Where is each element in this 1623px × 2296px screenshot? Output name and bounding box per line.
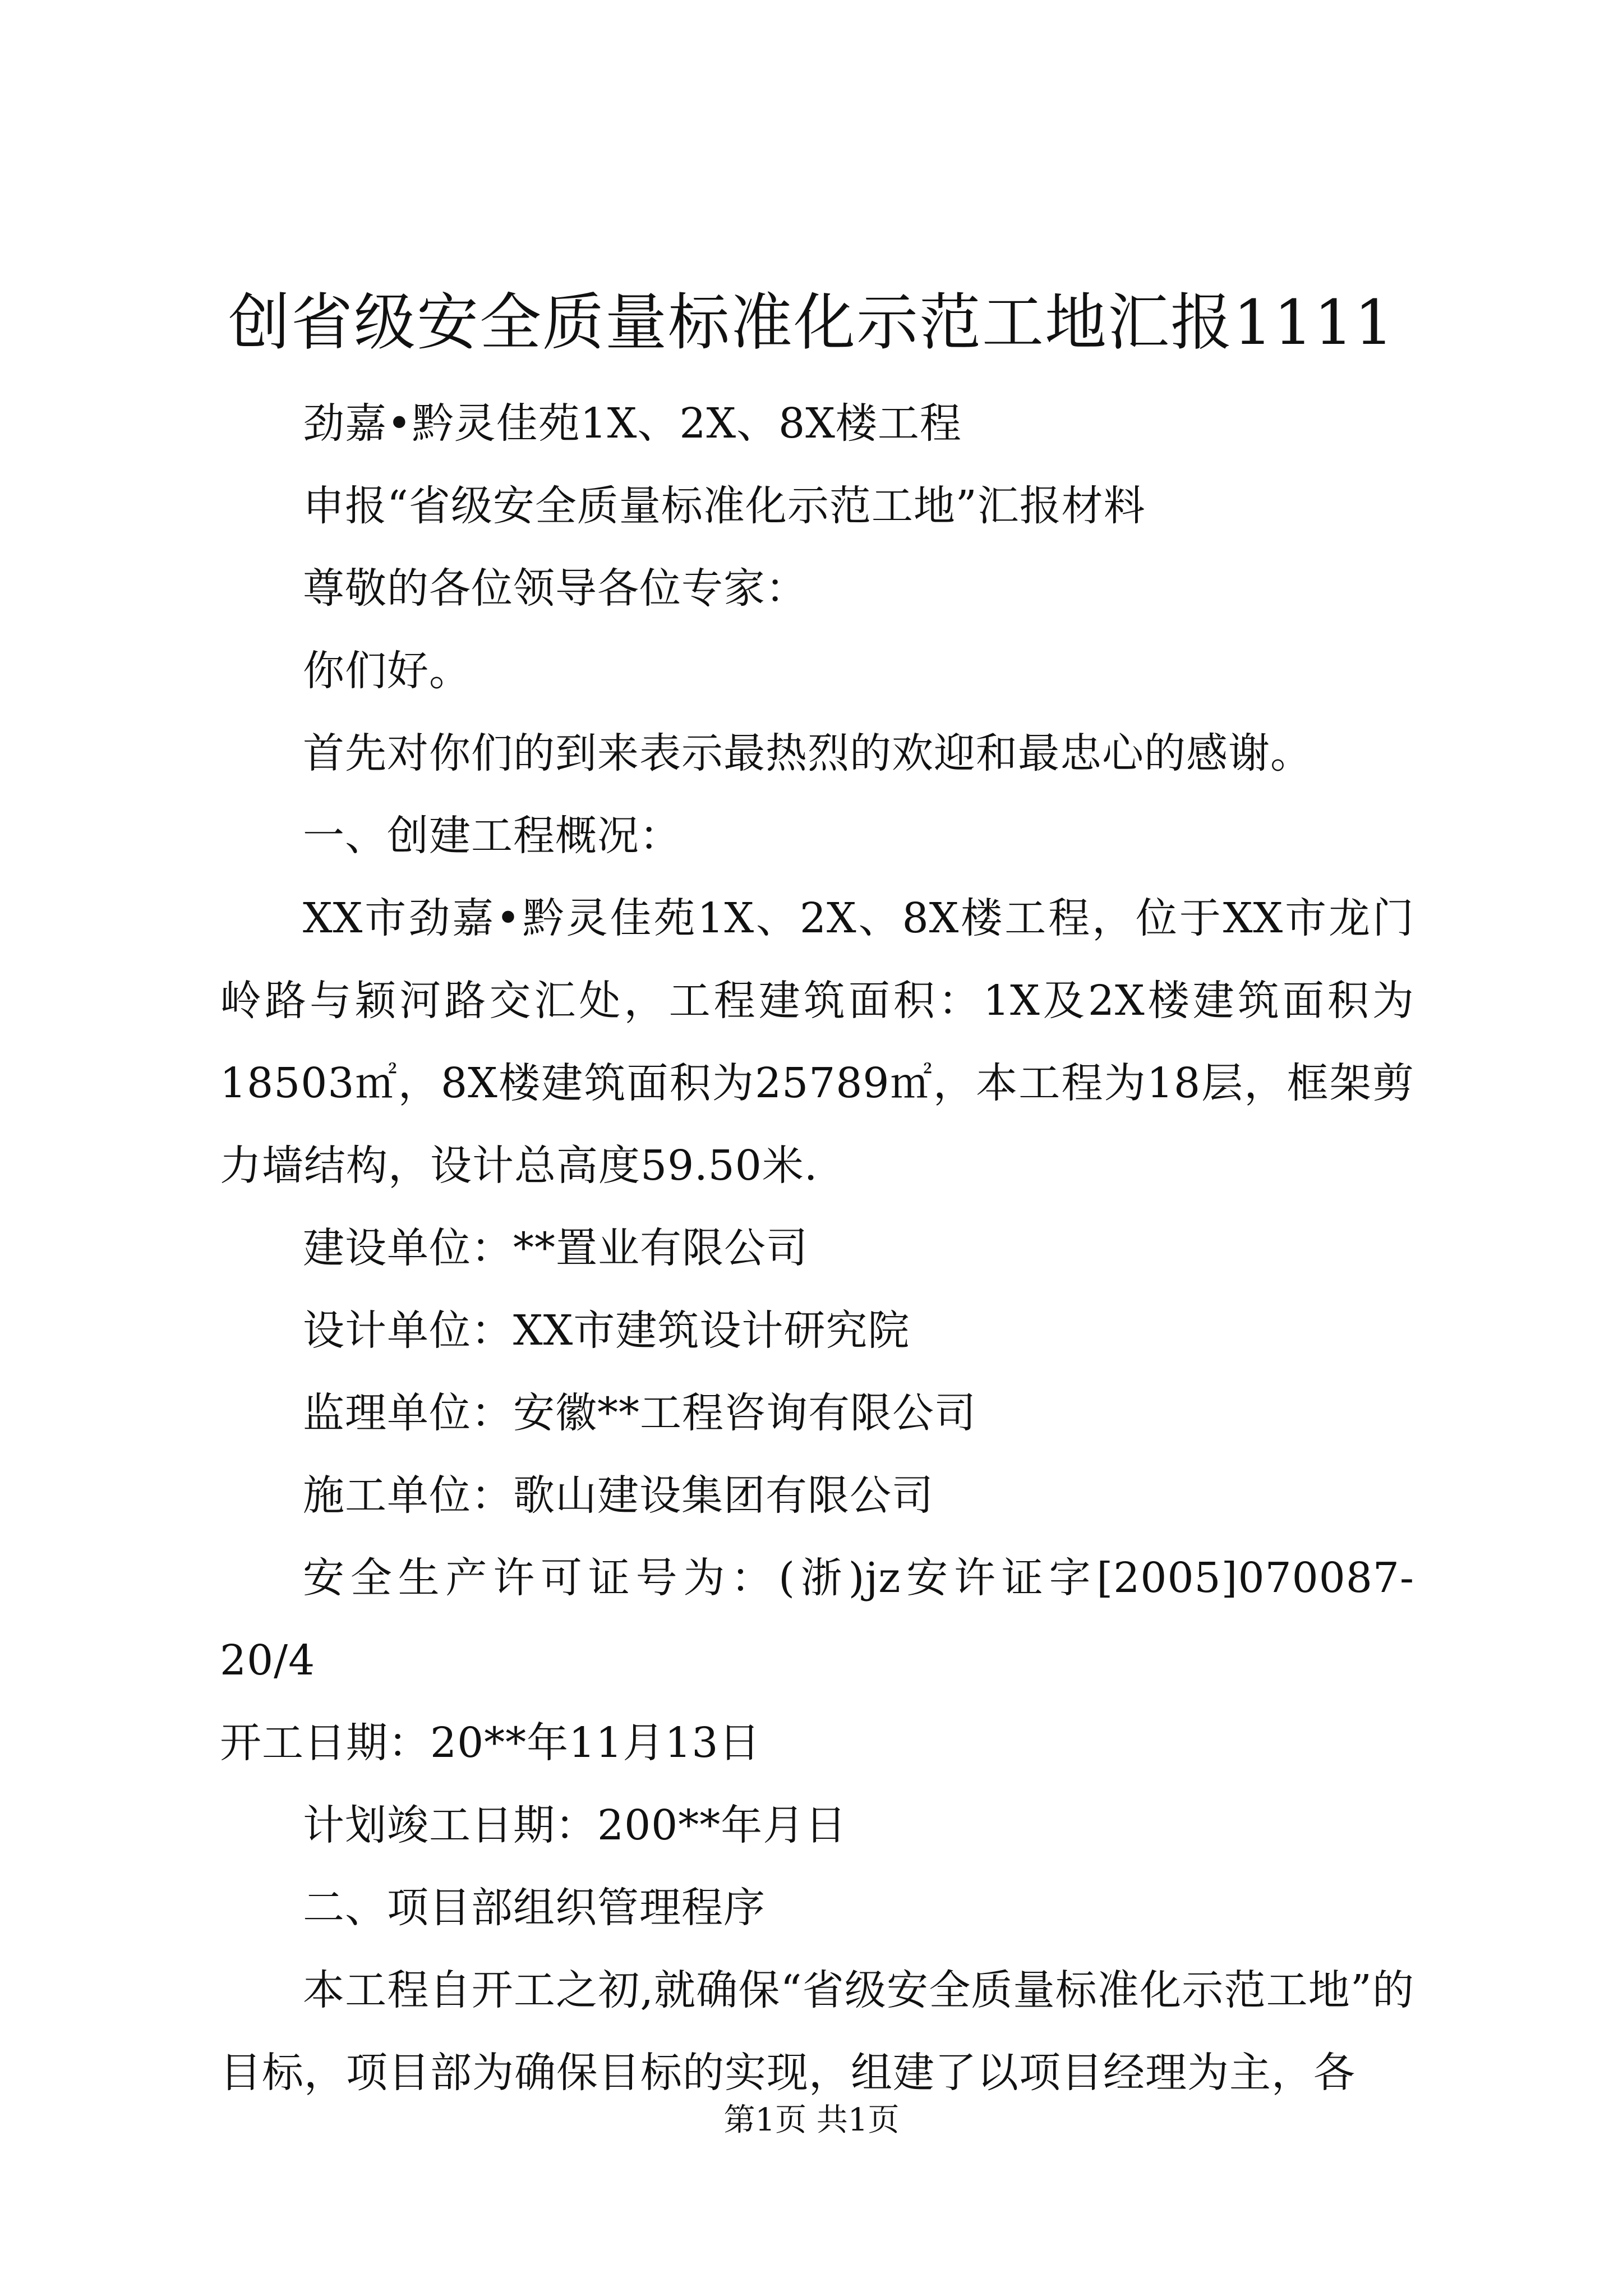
paragraph-construction-unit: 施工单位：歌山建设集团有限公司 <box>303 1471 934 1520</box>
paragraph-organization-intro: 本工程自开工之初,就确保“省级安全质量标准化示范工地”的目标，项目部为确保目标的实现，组建了以项目经理为主，各 <box>220 1966 1414 2097</box>
section-heading-overview: 一、创建工程概况： <box>303 812 681 860</box>
paragraph-greeting: 你们好。 <box>303 647 471 695</box>
paragraph-supervision-unit: 监理单位：安徽**工程咨询有限公司 <box>303 1389 976 1437</box>
section-heading-organization: 二、项目部组织管理程序 <box>303 1884 766 1932</box>
paragraph-client-unit: 建设单位：**置业有限公司 <box>303 1224 808 1272</box>
paragraph-salutation: 尊敬的各位领导各位专家： <box>303 564 808 613</box>
paragraph-safety-license: 安全生产许可证号为：(浙)jz安许证字[2005]070087-20/4 <box>220 1554 1414 1685</box>
paragraph-project-overview: XX市劲嘉•黔灵佳苑1X、2X、8X楼工程，位于XX市龙门岭路与颖河路交汇处，工程建筑面积：1X及2X楼建筑面积为18503㎡，8X楼建筑面积为25789㎡，本工程为18层，框架剪力墙结构，设计总高度59.50米. <box>220 894 1414 1190</box>
document-title: 创省级安全质量标准化示范工地汇报1111 <box>228 287 1395 358</box>
paragraph-start-date: 开工日期：20**年11月13日 <box>220 1719 761 1767</box>
paragraph-application-title: 申报“省级安全质量标准化示范工地”汇报材料 <box>303 482 1146 530</box>
document-body <box>220 383 1414 2114</box>
paragraph-project-name: 劲嘉•黔灵佳苑1X、2X、8X楼工程 <box>303 399 962 448</box>
paragraph-welcome: 首先对你们的到来表示最热烈的欢迎和最忠心的感谢。 <box>303 729 1312 777</box>
paragraph-design-unit: 设计单位：XX市建筑设计研究院 <box>303 1306 910 1355</box>
paragraph-planned-completion: 计划竣工日期：200**年月日 <box>303 1801 847 1849</box>
page-footer: 第1页 共1页 <box>723 2102 900 2138</box>
